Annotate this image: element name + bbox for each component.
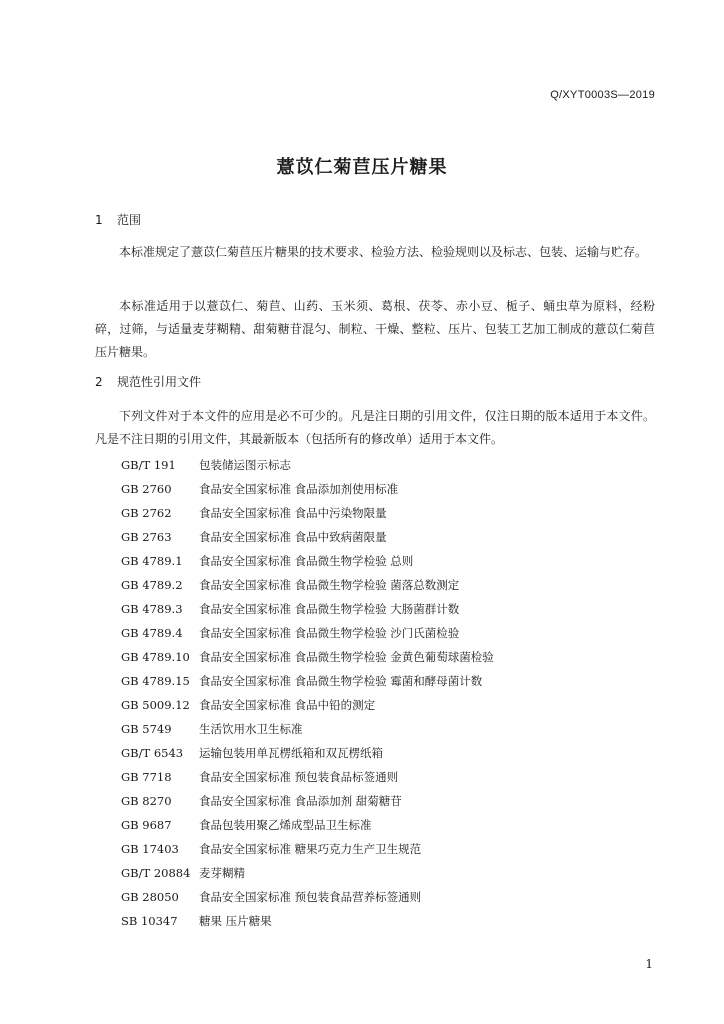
reference-item bbox=[121, 721, 494, 745]
reference-name: 生活饮用水卫生标准 bbox=[199, 722, 303, 736]
reference-code: GB 5009.12 bbox=[121, 698, 190, 712]
page-number: 1 bbox=[645, 957, 653, 971]
reference-code: GB 4789.2 bbox=[121, 578, 183, 592]
reference-code: GB 17403 bbox=[121, 842, 179, 856]
reference-code: GB/T 191 bbox=[121, 458, 176, 472]
reference-code: GB 4789.15 bbox=[121, 674, 190, 688]
reference-name: 食品安全国家标准 预包装食品营养标签通则 bbox=[199, 890, 422, 904]
reference-code: GB 9687 bbox=[121, 818, 172, 832]
reference-item bbox=[121, 889, 494, 913]
reference-name: 食品安全国家标准 食品微生物学检验 大肠菌群计数 bbox=[199, 602, 460, 616]
reference-item bbox=[121, 913, 494, 937]
section-1-paragraph-2: 本标准适用于以薏苡仁、菊苣、山药、玉米须、葛根、茯苓、赤小豆、栀子、蛹虫草为原料，经粉碎，过筛，与适量麦芽糊精、甜菊糖苷混匀、制粒、干燥、整粒、压片、包装工艺加工制成的薏苡仁菊苣压片糖果。 bbox=[95, 299, 655, 359]
reference-name: 食品安全国家标准 食品添加剂 甜菊糖苷 bbox=[199, 794, 402, 808]
reference-code: SB 10347 bbox=[121, 914, 178, 928]
reference-code: GB 2762 bbox=[121, 506, 172, 520]
reference-item bbox=[121, 793, 494, 817]
section-2-title: 规范性引用文件 bbox=[117, 375, 202, 389]
section-1-title: 范围 bbox=[117, 213, 142, 227]
reference-item bbox=[121, 481, 494, 505]
reference-item bbox=[121, 577, 494, 601]
reference-name: 食品安全国家标准 食品添加剂使用标准 bbox=[199, 482, 399, 496]
reference-name: 食品安全国家标准 食品微生物学检验 总则 bbox=[199, 554, 414, 568]
reference-item bbox=[121, 649, 494, 673]
reference-code: GB 2763 bbox=[121, 530, 172, 544]
reference-code: GB/T 6543 bbox=[121, 746, 184, 760]
reference-item bbox=[121, 553, 494, 577]
reference-item bbox=[121, 601, 494, 625]
reference-code: GB 4789.4 bbox=[121, 626, 183, 640]
reference-name: 运输包装用单瓦楞纸箱和双瓦楞纸箱 bbox=[199, 746, 383, 760]
reference-item bbox=[121, 625, 494, 649]
reference-name: 食品安全国家标准 食品微生物学检验 沙门氏菌检验 bbox=[199, 626, 460, 640]
reference-item bbox=[121, 505, 494, 529]
section-1-heading bbox=[95, 211, 141, 228]
reference-item bbox=[121, 841, 494, 865]
reference-name: 食品安全国家标准 食品中铅的测定 bbox=[199, 698, 376, 712]
reference-item bbox=[121, 865, 494, 889]
reference-name: 食品安全国家标准 食品微生物学检验 金黄色葡萄球菌检验 bbox=[199, 650, 494, 664]
reference-name: 食品安全国家标准 糖果巧克力生产卫生规范 bbox=[199, 842, 422, 856]
section-2-intro: 下列文件对于本文件的应用是必不可少的。凡是注日期的引用文件，仅注日期的版本适用于本文件。凡是不注日期的引用文件，其最新版本（包括所有的修改单）适用于本文件。 bbox=[95, 409, 655, 446]
reference-item bbox=[121, 529, 494, 553]
document-code: Q/XYT0003S—2019 bbox=[550, 89, 655, 101]
reference-name: 食品安全国家标准 食品微生物学检验 菌落总数测定 bbox=[199, 578, 460, 592]
section-1-number: 1 bbox=[95, 213, 103, 227]
reference-item bbox=[121, 457, 494, 481]
reference-item bbox=[121, 769, 494, 793]
reference-item bbox=[121, 745, 494, 769]
section-1-paragraph-1: 本标准规定了薏苡仁菊苣压片糖果的技术要求、检验方法、检验规则以及标志、包装、运输与贮存。 bbox=[119, 245, 648, 259]
section-2-heading bbox=[95, 373, 201, 390]
reference-code: GB 4789.1 bbox=[121, 554, 183, 568]
reference-item bbox=[121, 673, 494, 697]
reference-name: 麦芽糊精 bbox=[199, 866, 245, 880]
reference-code: GB 28050 bbox=[121, 890, 179, 904]
reference-name: 食品包装用聚乙烯成型品卫生标准 bbox=[199, 818, 372, 832]
reference-name: 糖果 压片糖果 bbox=[199, 914, 272, 928]
reference-name: 食品安全国家标准 预包装食品标签通则 bbox=[199, 770, 399, 784]
document-title: 薏苡仁菊苣压片糖果 bbox=[276, 157, 448, 178]
reference-code: GB/T 20884 bbox=[121, 866, 191, 880]
reference-list bbox=[121, 457, 494, 937]
reference-code: GB 2760 bbox=[121, 482, 172, 496]
reference-name: 食品安全国家标准 食品微生物学检验 霉菌和酵母菌计数 bbox=[199, 674, 483, 688]
reference-name: 食品安全国家标准 食品中污染物限量 bbox=[199, 506, 387, 520]
reference-name: 包装储运图示标志 bbox=[199, 458, 291, 472]
reference-code: GB 4789.10 bbox=[121, 650, 190, 664]
section-2-number: 2 bbox=[95, 375, 103, 389]
reference-name: 食品安全国家标准 食品中致病菌限量 bbox=[199, 530, 387, 544]
reference-code: GB 4789.3 bbox=[121, 602, 183, 616]
reference-code: GB 5749 bbox=[121, 722, 172, 736]
reference-code: GB 7718 bbox=[121, 770, 172, 784]
reference-item bbox=[121, 697, 494, 721]
reference-item bbox=[121, 817, 494, 841]
reference-code: GB 8270 bbox=[121, 794, 172, 808]
